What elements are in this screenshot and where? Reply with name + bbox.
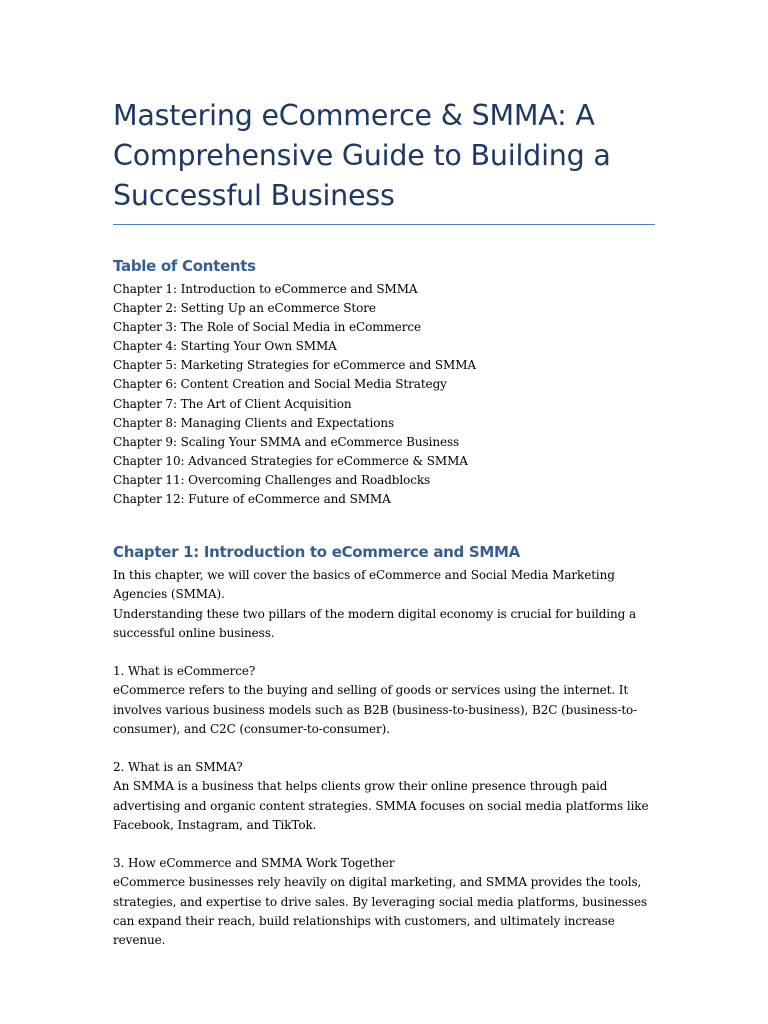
toc-list	[113, 280, 655, 509]
toc-item-chapter-7: Chapter 7: The Art of Client Acquisition	[113, 396, 352, 411]
toc-heading: Table of Contents	[113, 257, 256, 275]
section-3-body: eCommerce businesses rely heavily on digital marketing, and SMMA provides the tools, strategies, and expertise to drive sales. By leveraging social media platforms, businesses can expand their reach, build relationships with customers, and ultimately increase revenue.	[113, 875, 648, 947]
toc-item-chapter-4: Chapter 4: Starting Your Own SMMA	[113, 339, 337, 354]
toc-item-chapter-1: Chapter 1: Introduction to eCommerce and SMMA	[113, 282, 418, 296]
document-title: Mastering eCommerce & SMMA: A Comprehensive Guide to Building a Successful Business	[113, 96, 655, 225]
section-1-title: 1. What is eCommerce?	[113, 664, 256, 679]
toc-item-chapter-9: Chapter 9: Scaling Your SMMA and eCommerce Business	[113, 434, 460, 449]
paragraph-spacer	[113, 643, 655, 662]
section-2-title: 2. What is an SMMA?	[113, 760, 243, 775]
toc-item-chapter-5: Chapter 5: Marketing Strategies for eCommerce and SMMA	[113, 358, 476, 373]
paragraph-spacer	[113, 835, 655, 854]
chapter-1-heading: Chapter 1: Introduction to eCommerce and SMMA	[113, 543, 520, 562]
paragraph-spacer	[113, 739, 655, 758]
chapter-1-intro-paragraph: In this chapter, we will cover the basics of eCommerce and Social Media Marketing Agencies (SMMA).	[113, 568, 615, 602]
section-3-title: 3. How eCommerce and SMMA Work Together	[113, 856, 395, 871]
document-page	[113, 96, 655, 950]
toc-item-chapter-11: Chapter 11: Overcoming Challenges and Roadblocks	[113, 472, 431, 487]
toc-item-chapter-10: Chapter 10: Advanced Strategies for eCommerce & SMMA	[113, 453, 468, 468]
chapter-1-intro-paragraph-2: Understanding these two pillars of the modern digital economy is crucial for building a successful online business.	[113, 606, 637, 640]
toc-item-chapter-3: Chapter 3: The Role of Social Media in eCommerce	[113, 320, 422, 335]
toc-item-chapter-12: Chapter 12: Future of eCommerce and SMMA	[113, 492, 391, 507]
section-1-body: eCommerce refers to the buying and selling of goods or services using the internet. It involves various business models such as B2B (business-to-business), B2C (business-to-consumer), and C2C (consumer-to-consumer).	[113, 683, 638, 736]
toc-item-chapter-8: Chapter 8: Managing Clients and Expectations	[113, 415, 395, 430]
section-2-body: An SMMA is a business that helps clients grow their online presence through paid advertising and organic content strategies. SMMA focuses on social media platforms like Facebook, Instagram, and TikTok.	[113, 779, 649, 832]
toc-item-chapter-6: Chapter 6: Content Creation and Social Media Strategy	[113, 377, 447, 392]
toc-item-chapter-2: Chapter 2: Setting Up an eCommerce Store	[113, 301, 376, 316]
